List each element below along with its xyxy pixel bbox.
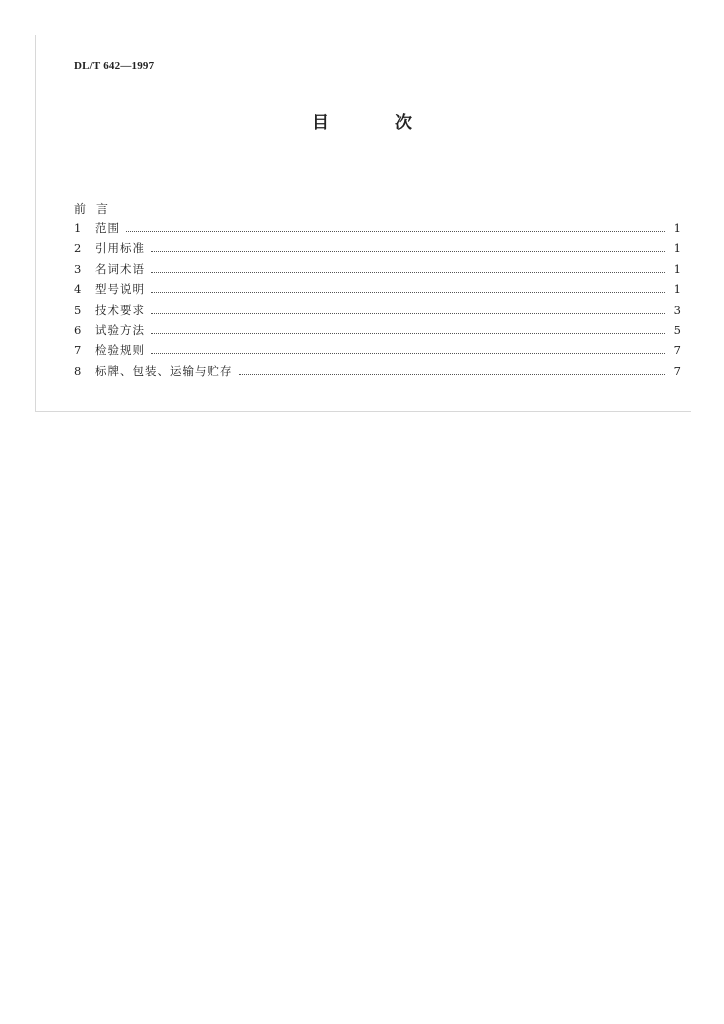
toc-entry-label: 范围 <box>95 221 120 235</box>
dot-leader <box>151 353 665 354</box>
toc-title-char-1: 目 <box>312 113 329 133</box>
toc-entry-number: 2 <box>74 241 82 256</box>
dot-leader <box>151 251 665 252</box>
toc-list <box>74 220 681 383</box>
toc-entry[interactable] <box>74 342 681 362</box>
toc-entry-number: 7 <box>74 343 82 358</box>
toc-entry-page: 3 <box>673 302 681 317</box>
toc-entry-number: 3 <box>74 261 82 276</box>
toc-entry[interactable] <box>74 261 681 281</box>
toc-entry-number: 5 <box>74 302 82 317</box>
toc-entry-number: 1 <box>74 221 82 235</box>
dot-leader <box>151 313 665 314</box>
toc-entry[interactable] <box>74 302 681 322</box>
toc-entry-page: 7 <box>673 363 681 378</box>
toc-entry-label: 试验方法 <box>95 322 145 337</box>
toc-entry-label: 标牌、包装、运输与贮存 <box>95 363 233 378</box>
toc-entry[interactable] <box>74 240 681 260</box>
toc-entry-page: 7 <box>673 343 681 358</box>
toc-title-char-2: 次 <box>395 113 412 133</box>
dot-leader <box>126 231 665 232</box>
toc-entry-page: 5 <box>673 322 681 337</box>
standard-code: DL/T 642—1997 <box>74 60 155 72</box>
toc-entry-label: 名词术语 <box>95 261 145 276</box>
dot-leader <box>239 374 666 375</box>
toc-entry[interactable] <box>74 363 681 383</box>
dot-leader <box>151 292 665 293</box>
toc-entry-label: 型号说明 <box>95 282 145 297</box>
toc-entry-label: 检验规则 <box>95 343 145 358</box>
toc-entry-page: 1 <box>673 221 681 235</box>
toc-entry-label: 技术要求 <box>95 302 145 317</box>
toc-entry-page: 1 <box>673 261 681 276</box>
toc-entry[interactable] <box>74 281 681 301</box>
dot-leader <box>151 272 665 273</box>
toc-entry-page: 1 <box>673 241 681 256</box>
toc-preface[interactable]: 前言 <box>74 202 119 216</box>
toc-entry-page: 1 <box>673 282 681 297</box>
toc-title <box>0 108 724 133</box>
toc-entry-number: 4 <box>74 282 82 297</box>
toc-entry-label: 引用标准 <box>95 241 145 256</box>
toc-entry-number: 8 <box>74 363 82 378</box>
toc-entry[interactable] <box>74 220 681 240</box>
toc-entry-number: 6 <box>74 322 82 337</box>
dot-leader <box>151 333 665 334</box>
toc-entry[interactable] <box>74 322 681 342</box>
